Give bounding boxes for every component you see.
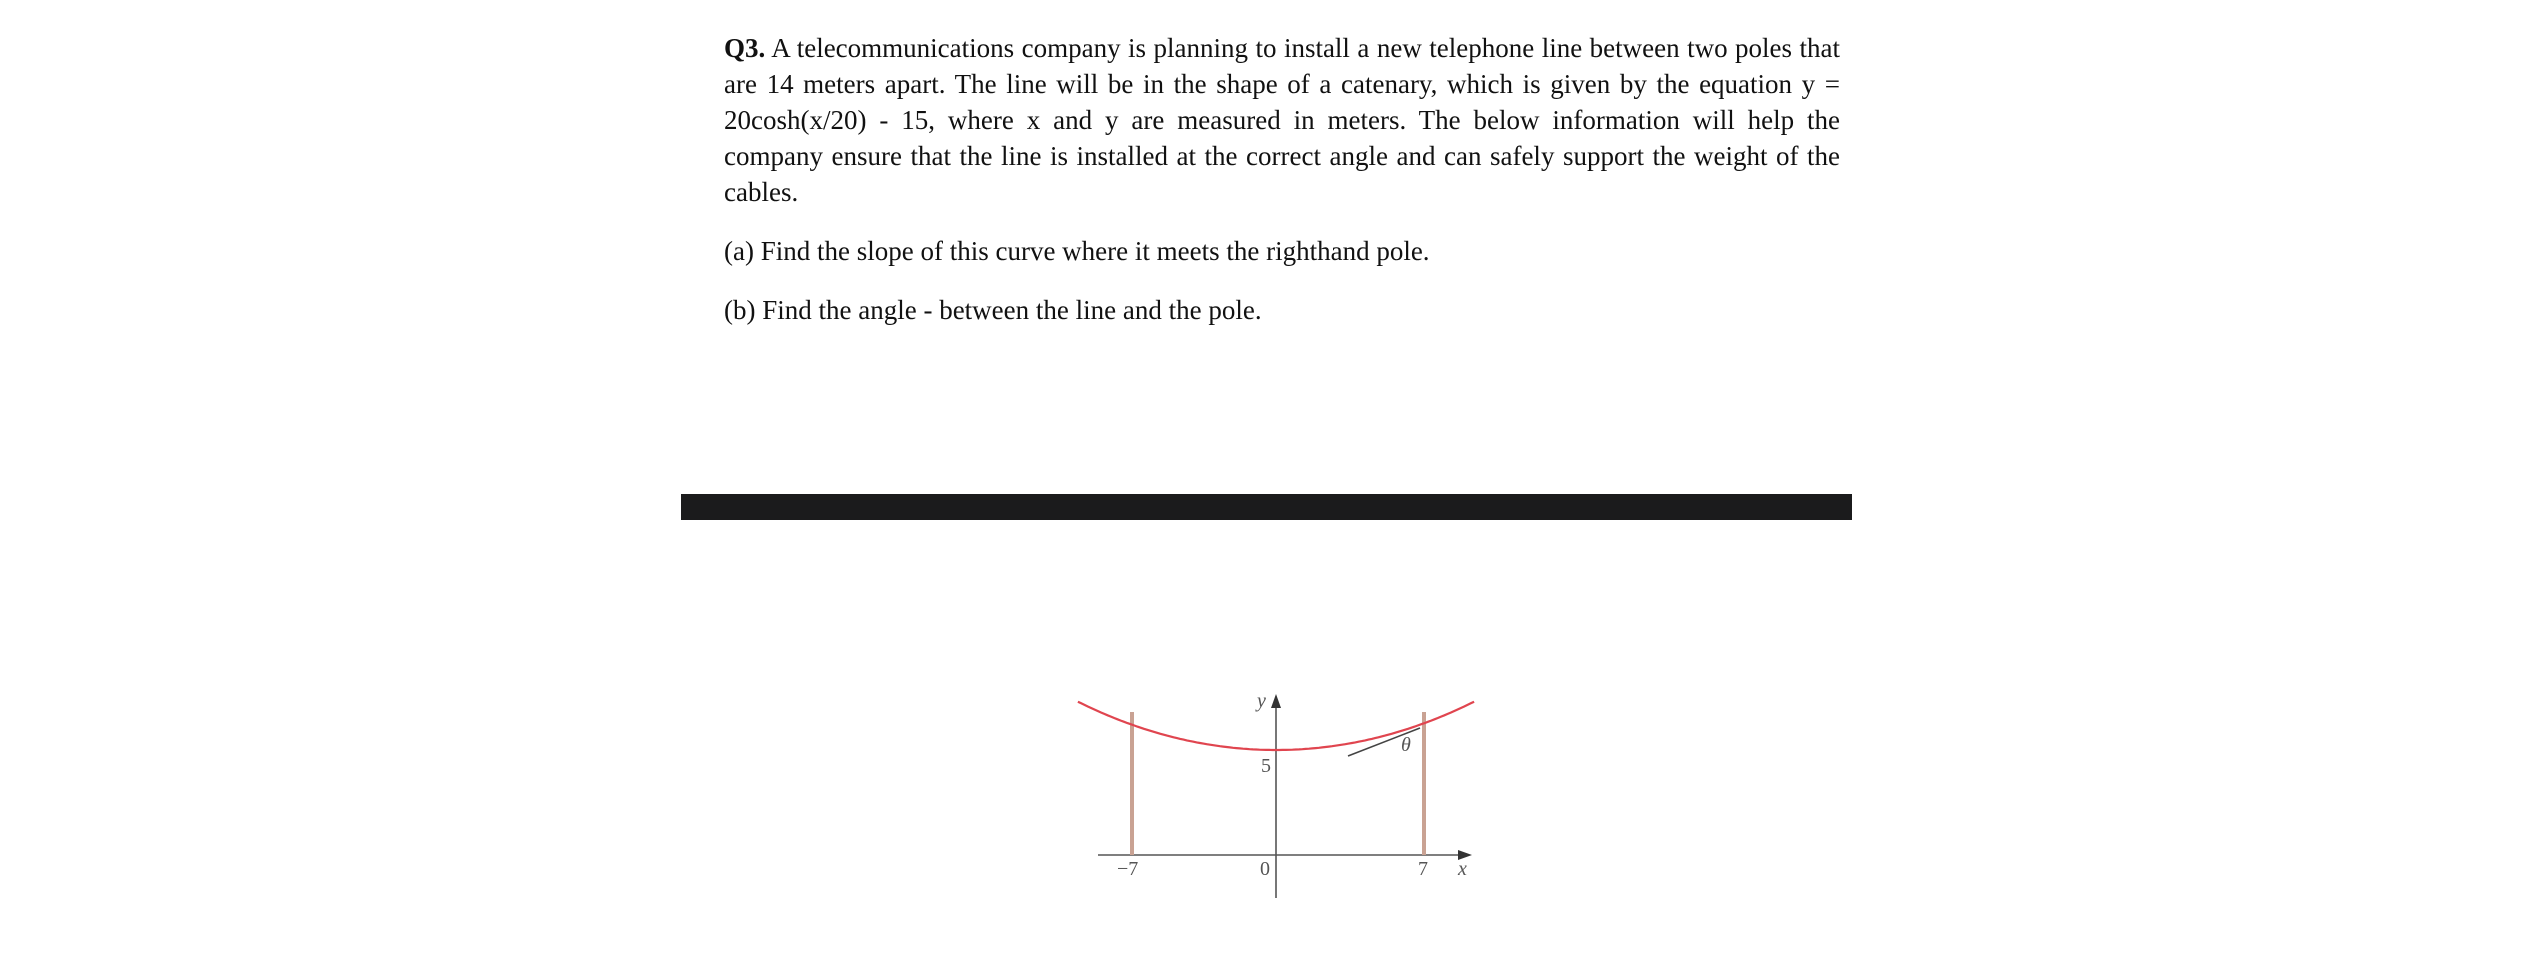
x-tick-label-7: 7 xyxy=(1418,858,1428,880)
x-axis-label: x xyxy=(1458,858,1467,880)
origin-label: 0 xyxy=(1260,858,1270,880)
angle-label: θ xyxy=(1401,734,1411,756)
question-body: A telecommunications company is planning to install a new telephone line between two poles that are 14 meters apart. The line will be in the shape of a catenary, which is given by the equation y = 20cosh(x/20) - 15, where x and y are measured in meters. The below information will help the company ensure that the line is installed at the correct angle and can safely support the weight of the cables. xyxy=(724,33,1840,207)
question-label: Q3. xyxy=(724,33,766,63)
part-a: (a) Find the slope of this curve where it meets the righthand pole. xyxy=(724,236,1430,266)
y-axis-arrow-icon xyxy=(1271,694,1281,708)
y-tick-label-5: 5 xyxy=(1261,755,1271,777)
part-b: (b) Find the angle - between the line and the pole. xyxy=(724,295,1262,325)
y-axis-label: y xyxy=(1257,690,1266,712)
x-tick-label-neg7: −7 xyxy=(1117,858,1139,880)
